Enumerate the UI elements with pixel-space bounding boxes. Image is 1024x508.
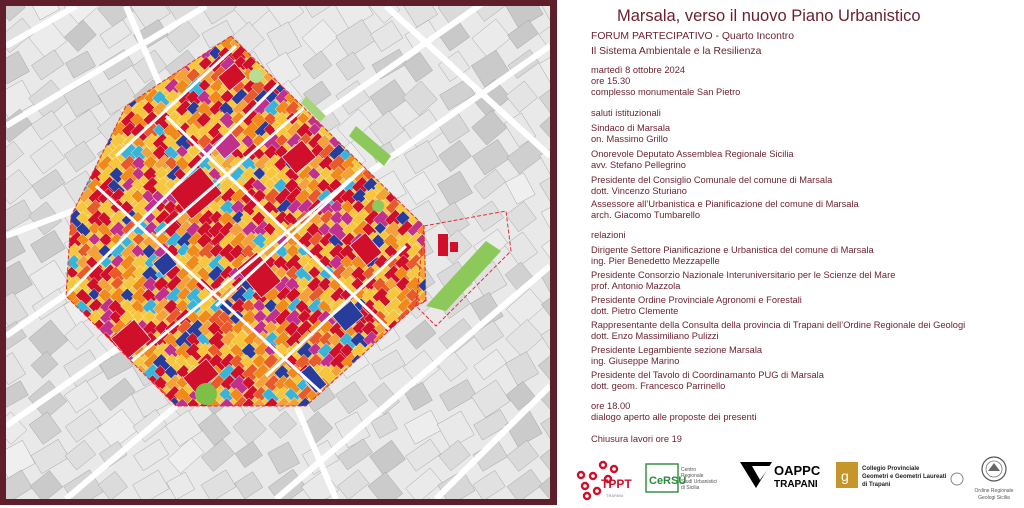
- cersu-logo: [645, 463, 727, 497]
- geometri-line: Geometri e Geometri Laureati: [862, 474, 947, 480]
- tppt-logo: [573, 455, 635, 501]
- program-panel: [573, 0, 1018, 505]
- event-date: martedì 8 ottobre 2024: [591, 65, 685, 76]
- oappc-text: OAPPC: [774, 463, 821, 478]
- partner-logos: [573, 455, 1018, 505]
- cersu-line: di Sicilia: [681, 485, 700, 491]
- dialogo-time: ore 18.00: [591, 401, 630, 412]
- speaker-name: prof. Antonio Mazzola: [591, 281, 680, 292]
- saluti-heading: saluti istituzionali: [591, 108, 661, 119]
- speaker-role: Assessore all’Urbanistica e Pianificazione del comune di Marsala: [591, 199, 859, 210]
- tppt-subtext: TRAPANI: [606, 493, 623, 498]
- speaker-role: Presidente Ordine Provinciale Agronomi e Forestali: [591, 295, 802, 306]
- tppt-text: TPPT: [601, 477, 632, 491]
- speaker-name: dott. geom. Francesco Parrinello: [591, 381, 725, 392]
- oappc-logo: [738, 458, 826, 492]
- speaker-name: avv. Stefano Pellegrino: [591, 160, 686, 171]
- geometri-logo: [835, 461, 965, 493]
- urban-map: [6, 6, 550, 499]
- speaker-name: ing. Giuseppe Marino: [591, 356, 679, 367]
- forum-title: FORUM PARTECIPATIVO - Quarto Incontro: [591, 31, 794, 42]
- event-time: ore 15.30: [591, 76, 630, 87]
- cersu-line: Regionale: [681, 473, 704, 479]
- closing-time: Chiusura lavori ore 19: [591, 434, 682, 445]
- geologi-line: Geologi Sicilia: [978, 495, 1010, 501]
- speaker-role: Presidente Consorzio Nazionale Interuniversitario per le Scienze del Mare: [591, 270, 895, 281]
- speaker-role: Presidente Legambiente sezione Marsala: [591, 345, 762, 356]
- speaker-name: on. Massimo Grillo: [591, 134, 668, 145]
- oappc-subtext: TRAPANI: [774, 479, 818, 490]
- speaker-role: Onorevole Deputato Assemblea Regionale Sicilia: [591, 149, 794, 160]
- speaker-role: Sindaco di Marsala: [591, 123, 670, 134]
- cersu-mark: CeRSU: [649, 475, 686, 487]
- cersu-line: Studi Urbanistici: [681, 479, 717, 485]
- event-place: complesso monumentale San Pietro: [591, 87, 740, 98]
- geologi-line: Ordine Regionale: [975, 488, 1014, 494]
- speaker-role: Rappresentante della Consulta della provincia di Trapani dell’Ordine Regionale dei Geologi: [591, 320, 965, 331]
- speaker-name: dott. Pietro Clemente: [591, 306, 678, 317]
- geometri-mark-icon: g: [841, 468, 849, 484]
- geometri-line: di Trapani: [862, 482, 891, 488]
- urban-map-svg: [6, 6, 550, 499]
- speaker-role: Dirigente Settore Pianificazione e Urbanistica del comune di Marsala: [591, 245, 874, 256]
- speaker-role: Presidente del Consiglio Comunale del comune di Marsala: [591, 175, 832, 186]
- dialogo-text: dialogo aperto alle proposte dei presenti: [591, 412, 756, 423]
- speaker-name: ing. Pier Benedetto Mezzapelle: [591, 256, 720, 267]
- speaker-name: dott. Vincenzo Sturiano: [591, 186, 687, 197]
- speaker-role: Presidente del Tavolo di Coordinamanto PUG di Marsala: [591, 370, 824, 381]
- speaker-name: dott. Enzo Massimiliano Pulizzi: [591, 331, 719, 342]
- cersu-line: Centro: [681, 467, 696, 473]
- geometri-line: Collegio Provinciale: [862, 466, 920, 472]
- geologi-logo: [971, 455, 1017, 503]
- forum-subtitle: Il Sistema Ambientale e la Resilienza: [591, 46, 761, 57]
- page-title: Marsala, verso il nuovo Piano Urbanistico: [617, 7, 921, 26]
- relazioni-heading: relazioni: [591, 230, 626, 241]
- speaker-name: arch. Giacomo Tumbarello: [591, 210, 700, 221]
